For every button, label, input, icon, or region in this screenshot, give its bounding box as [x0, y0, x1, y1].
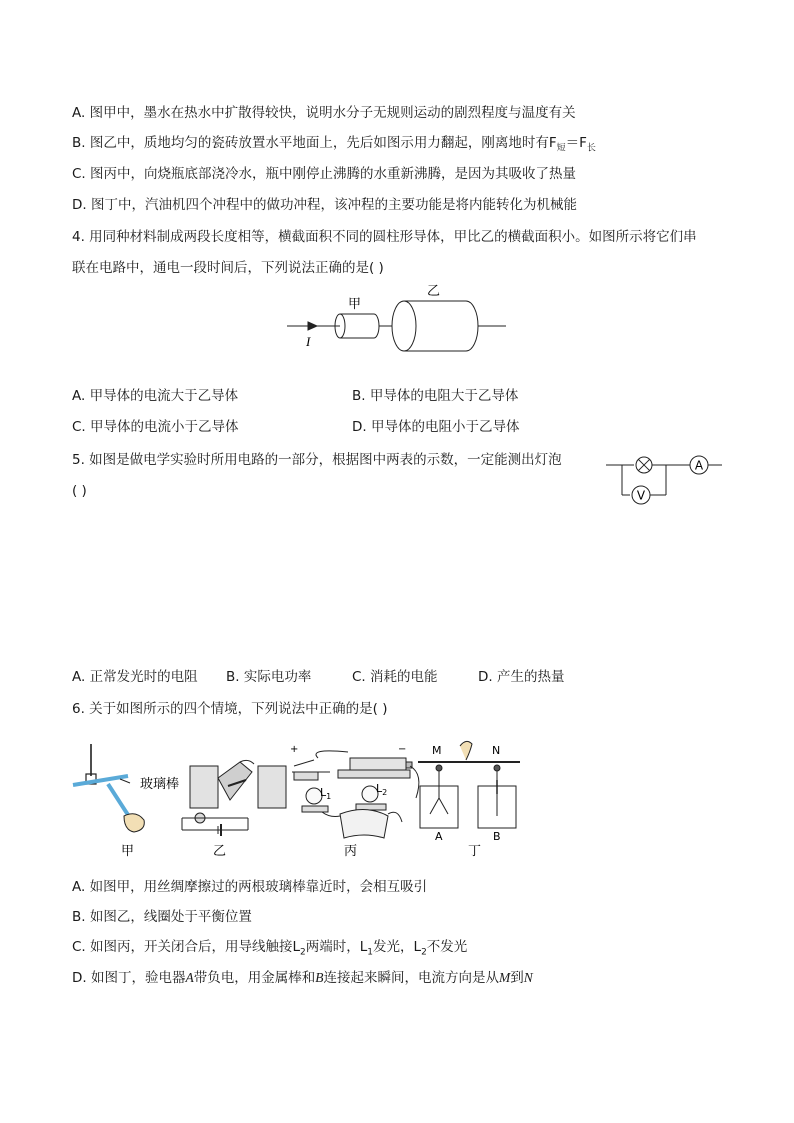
q3-option-a: A. 图甲中，墨水在热水中扩散得较快，说明水分子无规则运动的剧烈程度与温度有关 — [72, 105, 576, 121]
q5-voltmeter-label: V — [636, 488, 646, 503]
q3-option-d: D. 图丁中，汽油机四个冲程中的做功冲程，该冲程的主要功能是将内能转化为机械能 — [72, 197, 577, 213]
scene-yi-motor-coil — [182, 760, 286, 836]
q5-stem-line2: ( ) — [72, 483, 87, 499]
q3-option-b — [72, 134, 596, 158]
scene-ding-label: 丁 — [468, 844, 482, 859]
scene-jia-glass-rod-label: 玻璃棒 — [140, 777, 180, 792]
q4-option-d: D. 甲导体的电阻小于乙导体 — [352, 419, 520, 435]
q6-option-b: B. 如图乙，线圈处于平衡位置 — [72, 909, 252, 925]
q6-stem: 6. 关于如图所示的四个情境，下列说法中正确的是( ) — [72, 701, 388, 717]
q4-label-current: I — [306, 334, 311, 349]
scene-yi-label: 乙 — [213, 844, 227, 859]
q3-option-b-sub-long: 长 — [586, 143, 596, 154]
q6-option-c: C. 如图丙，开关闭合后，用导线触接$L_2$两端时，$L_1$发光，$L_2$不发光 — [72, 939, 468, 958]
scene-bing-l2: $L_2$ — [376, 782, 388, 797]
scene-bing-l1: $L_1$ — [320, 786, 332, 801]
q4-conductor-yi-body — [404, 301, 478, 351]
q4-option-a: A. 甲导体的电流大于乙导体 — [72, 388, 239, 404]
q4-label-jia: 甲 — [348, 297, 362, 312]
scene-ding-m: M — [432, 744, 442, 757]
q6-four-scenes-figure — [68, 738, 528, 864]
q5-option-d: D. 产生的热量 — [478, 669, 565, 685]
q4-current-arrow — [308, 322, 317, 330]
scene-ding-n: N — [492, 744, 501, 757]
q3-option-b-eq: ＝F — [565, 135, 587, 151]
q5-ammeter-label: A — [694, 458, 704, 473]
q3-option-c: C. 图丙中，向烧瓶底部浇冷水，瓶中刚停止沸腾的水重新沸腾，是因为其吸收了热量 — [72, 166, 577, 182]
q6-option-a: A. 如图甲，用丝绸摩擦过的两根玻璃棒靠近时，会相互吸引 — [72, 879, 428, 895]
scene-ding-b: B — [493, 830, 501, 843]
q5-circuit-figure — [604, 450, 724, 506]
q5-stem-line1: 5. 如图是做电学实验时所用电路的一部分，根据图中两表的示数，一定能测出灯泡 — [72, 452, 562, 468]
scene-bing-plus: + — [290, 744, 299, 755]
scene-ding-a: A — [435, 830, 443, 843]
scene-jia-glass-rods — [73, 744, 144, 832]
q4-option-b: B. 甲导体的电阻大于乙导体 — [352, 388, 519, 404]
q4-conductor-yi-end — [392, 301, 416, 351]
scene-bing-minus: − — [398, 744, 407, 755]
q5-option-a: A. 正常发光时的电阻 — [72, 669, 198, 685]
q3-option-b-sub-short: 短 — [556, 143, 566, 154]
q5-option-b: B. 实际电功率 — [226, 669, 312, 685]
q3-option-b-text: B. 图乙中，质地均匀的瓷砖放置水平地面上，先后如图示用力翻起，刚离地时有 — [72, 135, 549, 151]
q4-label-yi: 乙 — [427, 284, 441, 299]
scene-bing-label: 丙 — [344, 844, 358, 859]
q4-stem-line1: 4. 用同种材料制成两段长度相等，横截面积不同的圆柱形导体，甲比乙的横截面积小。如图所示将它们串 — [72, 229, 697, 245]
q4-conductor-jia-body — [340, 314, 379, 338]
q4-stem-line2: 联在电路中，通电一段时间后，下列说法正确的是( ) — [72, 260, 384, 276]
q6-option-d: D. 如图丁，验电器A带负电，用金属棒和B连接起来瞬间，电流方向是从M到N — [72, 970, 533, 986]
scene-jia-label: 甲 — [121, 844, 135, 859]
q4-option-c: C. 甲导体的电流小于乙导体 — [72, 419, 239, 435]
scene-bing-bulb-circuit — [292, 751, 419, 838]
q4-conductor-figure — [280, 282, 520, 358]
q5-option-c: C. 消耗的电能 — [352, 669, 438, 685]
q3-option-b-f: F — [548, 135, 557, 151]
